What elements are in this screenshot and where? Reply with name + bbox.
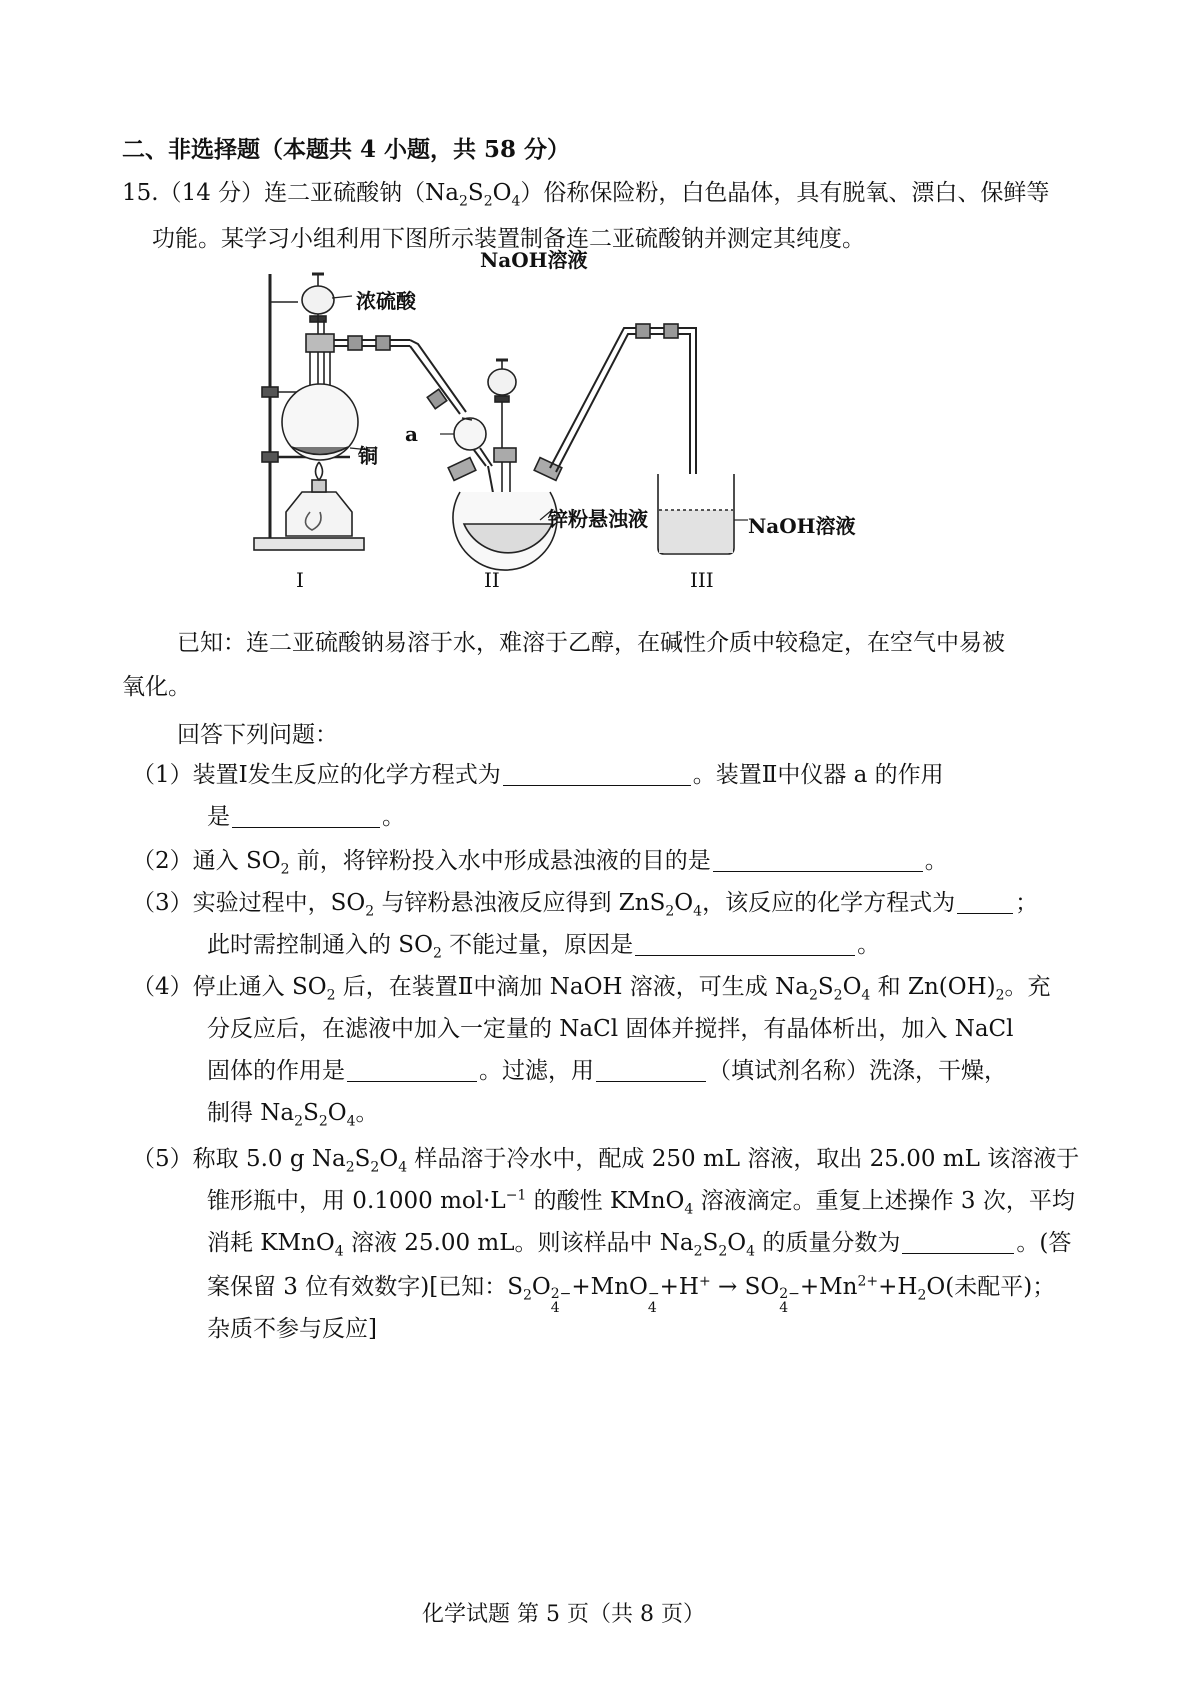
answer-blank-4a[interactable]: [347, 1059, 477, 1082]
label-copper: 铜: [358, 444, 378, 468]
answer-blank-4b[interactable]: [596, 1059, 706, 1082]
page-footer: 化学试题 第 5 页（共 8 页）: [422, 1602, 705, 1627]
label-apparatus-I: I: [296, 568, 304, 592]
answer-blank-3a[interactable]: [957, 891, 1013, 914]
round-flask-1: [282, 334, 358, 460]
answer-blank-1b[interactable]: [232, 805, 380, 828]
q15-stem-line1: 15.（14 分）连二亚硫酸钠$(Na_2S_2O_4)$俗称保险粉，白色晶体，具有脱氧、漂白、保鲜等: [122, 180, 1050, 210]
answer-prompt: 回答下列问题：: [177, 722, 338, 748]
answer-blank-1a[interactable]: [503, 763, 691, 786]
part-1-line2: 是 。: [207, 804, 405, 830]
section-title: 二、非选择题（本题共 4 小题，共 58 分）: [122, 136, 571, 163]
label-zinc-suspension: 锌粉悬浊液: [548, 507, 648, 531]
label-conc-sulfuric-acid: 浓硫酸: [356, 289, 416, 313]
part-4-line4: 制得 $Na_2S_2O_4$。: [207, 1100, 379, 1130]
part-5-line4: 案保留 3 位有效数字)[已知：$S_2O$ 2− 4 +MnO − 4 +H+ → SO 2− 4 $+Mn^{2+}+H_2O$(未配平)；: [207, 1273, 1056, 1316]
dropping-funnel-2: [488, 360, 516, 448]
part-4-line2: 分反应后，在滤液中加入一定量的 NaCl 固体并搅拌，有晶体析出，加入 NaCl: [207, 1016, 1014, 1042]
gas-tube-1: [334, 336, 466, 414]
answer-blank-5[interactable]: [902, 1231, 1014, 1254]
label-naoh-funnel: NaOH溶液: [480, 248, 588, 272]
part-1-line1: （1）装置Ⅰ发生反应的化学方程式为 。装置Ⅱ中仪器 a 的作用: [132, 762, 944, 788]
label-instrument-a: a: [405, 422, 418, 446]
label-apparatus-III: III: [690, 568, 714, 592]
part-5-line2: 锥形瓶中，用 0.1000 $mol\cdot L^{-1}$ 的酸性 KMnO$_4$ 溶液滴定。重复上述操作 3 次，平均: [207, 1187, 1075, 1218]
answer-blank-3b[interactable]: [635, 933, 855, 956]
beaker: [658, 474, 734, 554]
part-2: （2）通入 $SO_2$ 前，将锌粉投入水中形成悬浊液的目的是 。: [132, 848, 948, 878]
three-neck-flask: [448, 448, 562, 570]
part-5-line3: 消耗 KMnO$_4$ 溶液 25.00 mL。则该样品中 $Na_2S_2O_4$ 的质量分数为 。(答: [207, 1230, 1072, 1260]
answer-blank-2[interactable]: [713, 849, 923, 872]
label-naoh-beaker: NaOH溶液: [748, 514, 856, 538]
alcohol-lamp: [286, 462, 352, 536]
known-line1: 已知：连二亚硫酸钠易溶于水，难溶于乙醇，在碱性介质中较稳定，在空气中易被: [177, 630, 1005, 656]
apparatus-diagram: [240, 262, 880, 602]
part-4-line3: 固体的作用是 。过滤，用 （填试剂名称）洗涤，干燥，: [207, 1058, 1007, 1084]
q15-stem-line2: 功能。某学习小组利用下图所示装置制备连二亚硫酸钠并测定其纯度。: [152, 226, 865, 252]
part-3-line2: 此时需控制通入的 $SO_2$ 不能过量，原因是 。: [207, 932, 881, 962]
part-5-line1: （5）称取 5.0 g $Na_2S_2O_4$ 样品溶于冷水中，配成 250 mL 溶液，取出 25.00 mL 该溶液于: [132, 1146, 1080, 1176]
part-3-line1: （3）实验过程中，$SO_2$ 与锌粉悬浊液反应得到 $ZnS_2O_4$，该反应的化学方程式为 ；: [132, 890, 1039, 920]
known-line2: 氧化。: [122, 674, 191, 700]
label-apparatus-II: II: [484, 568, 500, 592]
part-4-line1: （4）停止通入 $SO_2$ 后，在装置Ⅱ中滴加 NaOH 溶液，可生成 $Na_2S_2O_4$ 和 $Zn(OH)_2$。充: [132, 974, 1051, 1004]
part-5-line5: 杂质不参与反应]: [207, 1316, 377, 1342]
